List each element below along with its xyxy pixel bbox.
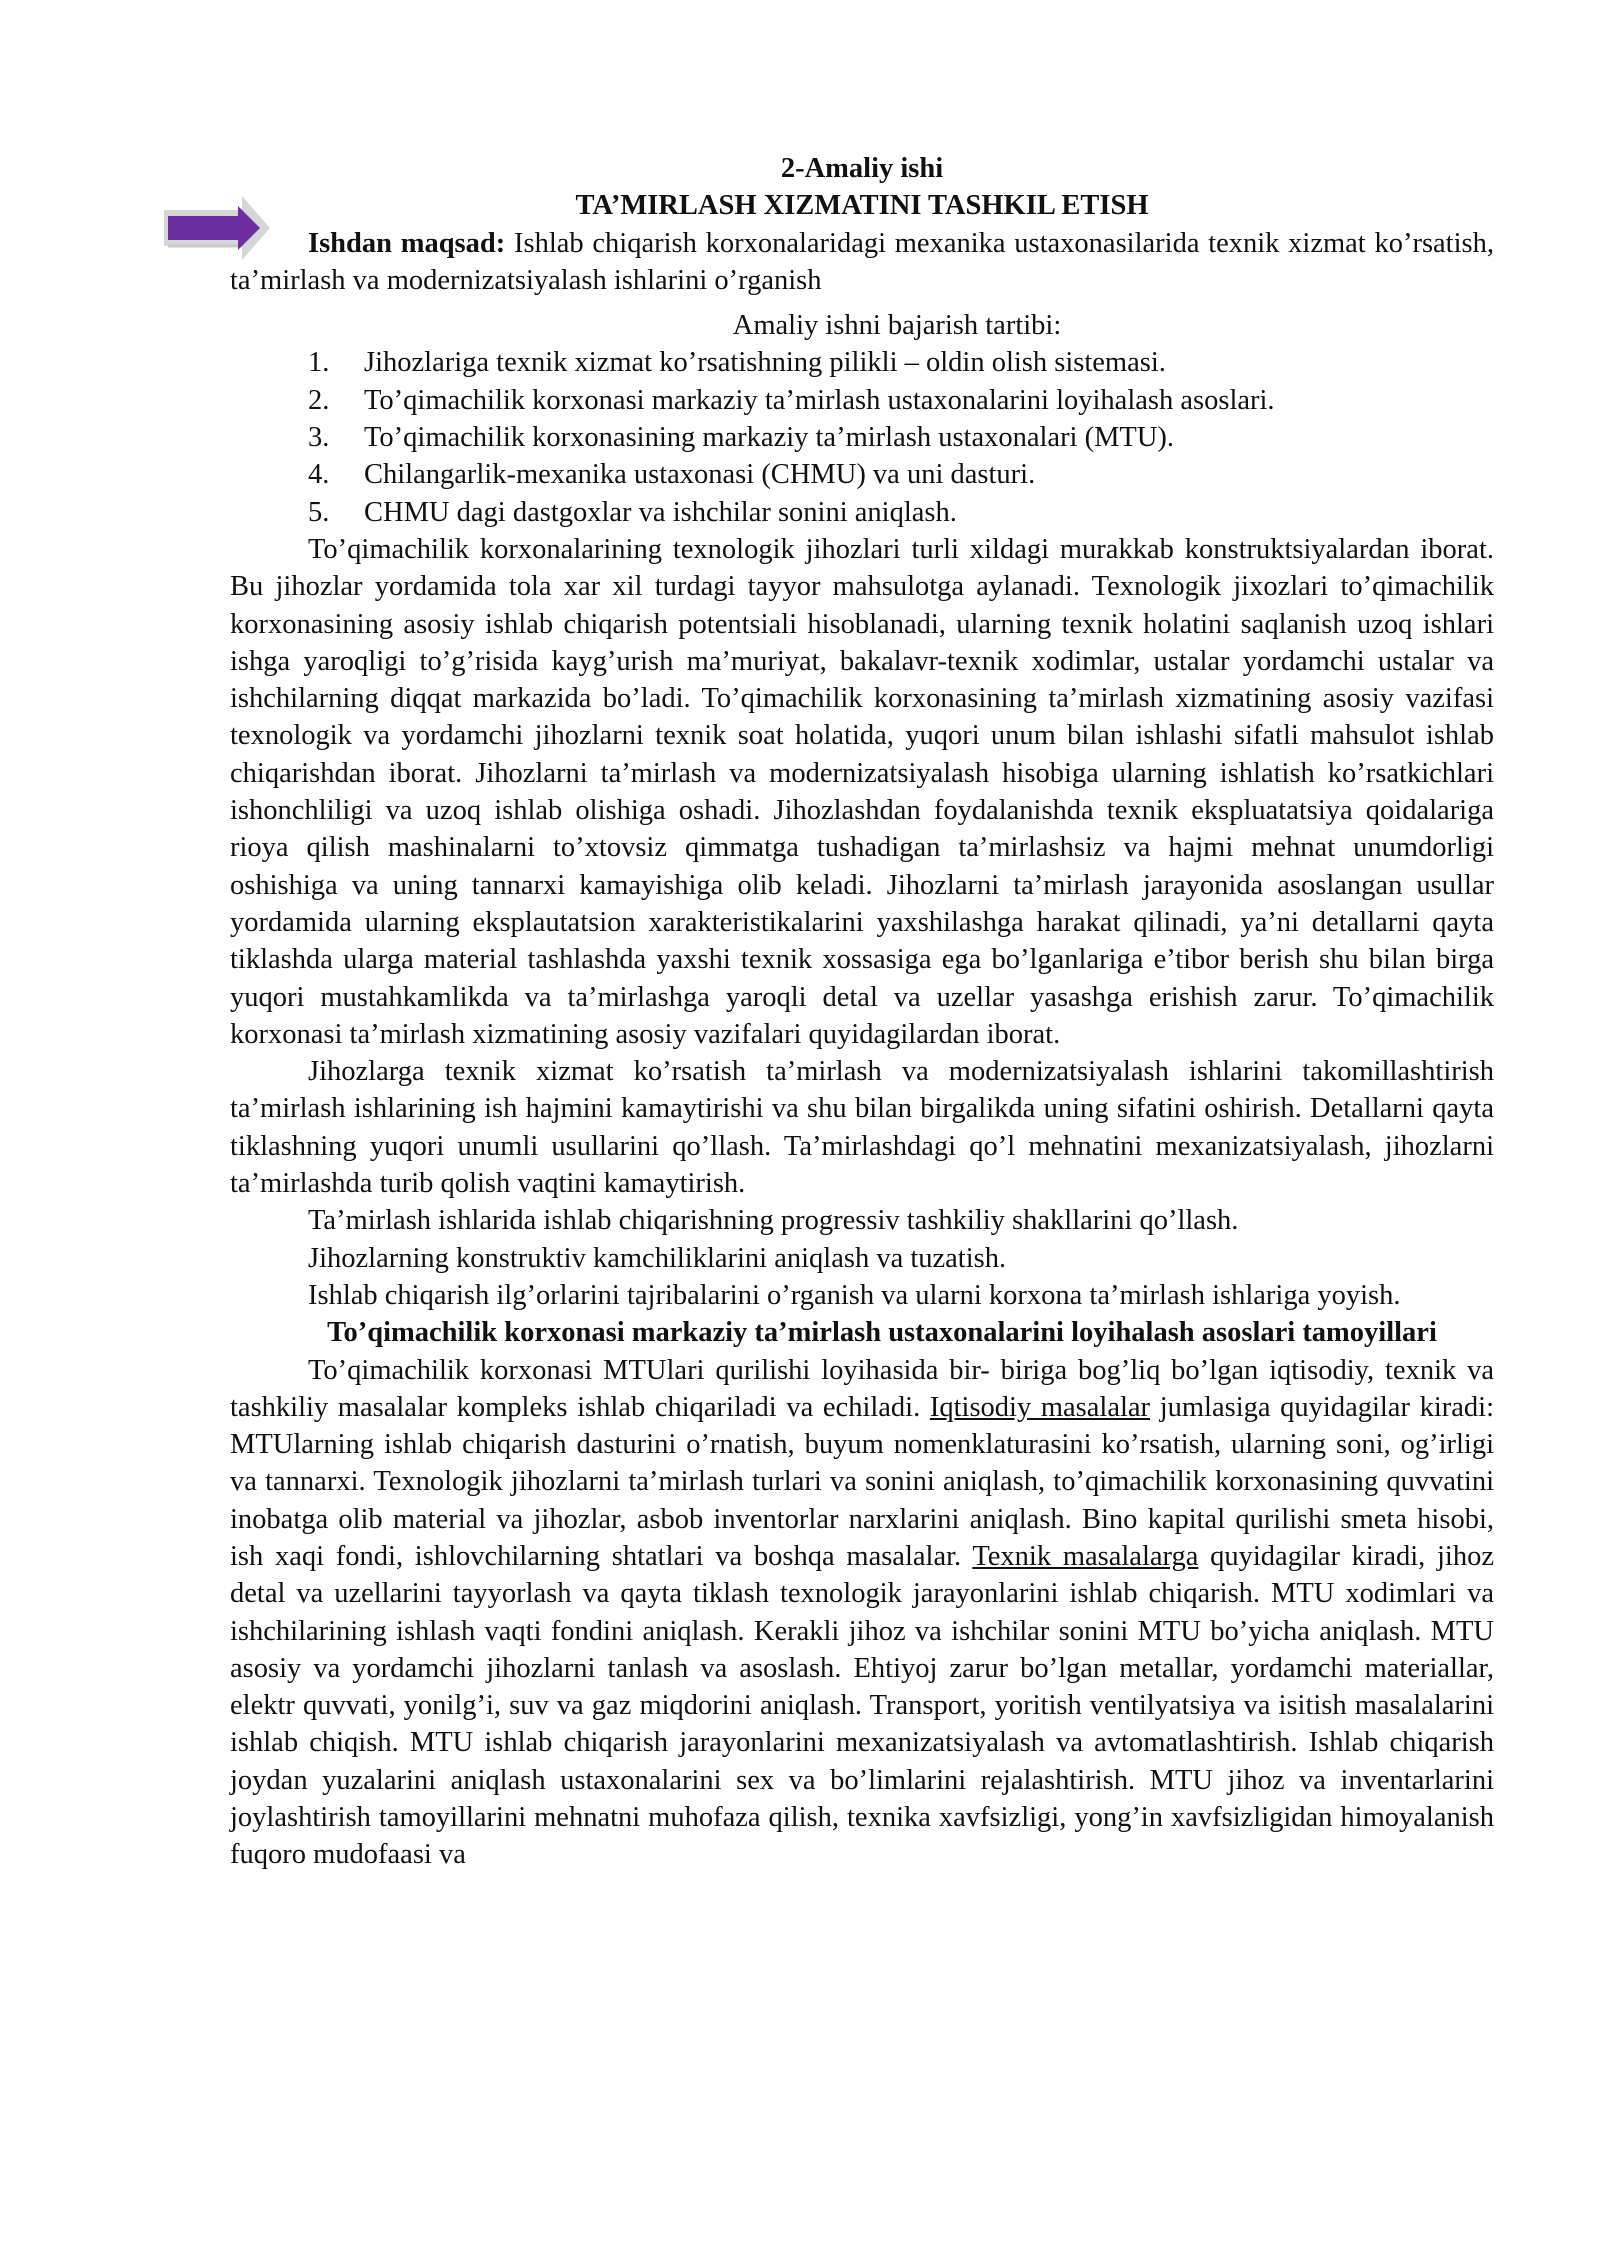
- list-item-number: 2.: [308, 384, 330, 416]
- goal-label: Ishdan maqsad:: [308, 227, 506, 259]
- document-page: [230, 150, 1494, 1874]
- list-item: [230, 494, 1494, 531]
- list-item: [230, 456, 1494, 493]
- list-item-text: CHMU dagi dastgoxlar va ishchilar sonini aniqlash.: [364, 496, 957, 528]
- steps-intro: Amaliy ishni bajarish tartibi:: [732, 310, 1062, 342]
- list-item: [230, 419, 1494, 456]
- list-item: [230, 344, 1494, 381]
- text-run: To’qimachilik korxonasi MTUlari qurilishi loyihasida bir- biriga bog’liq bo’lgan iqtisodiy, texnik va tashkiliy masalalar kompleks ishlab chiqariladi va echiladi.: [230, 1354, 1494, 1423]
- section-heading: To’qimachilik korxonasi markaziy ta’mirlash ustaxonalarini loyihalash asoslari tamoyillari: [327, 1317, 1437, 1349]
- list-item-number: 3.: [308, 422, 330, 454]
- list-item-text: To’qimachilik korxonasi markaziy ta’mirlash ustaxonalarini loyihalash asoslari.: [364, 384, 1275, 416]
- list-item: [230, 382, 1494, 419]
- body-paragraph: Ishlab chiqarish ilg’orlarini tajribalarini o’rganish va ularni korxona ta’mirlash ishlariga yoyish.: [308, 1279, 1401, 1311]
- text-run: quyidagilar kiradi, jihoz detal va uzellarini tayyorlash va qayta tiklash texnologik jarayonlarini ishlab chiqarish. MTU xodimlari va ishchilarining ishlash vaqti fondini aniqlash. Kerakli jihoz va ishchilar sonini MTU bo’yicha aniqlash. MTU asosiy va yordamchi jihozlarni tanlash va asoslash. Ehtiyoj zarur bo’lgan metallar, yordamchi materiallar, elektr quvvati, yonilg’i, suv va gaz miqdorini aniqlash. Transport, yoritish ventilyatsiya va isitish masalalarini ishlab chiqish. MTU ishlab chiqarish jarayonlarini mexanizatsiyalash va avtomatlashtirish. Ishlab chiqarish joydan yuzalarini aniqlash ustaxonalarini sex va bo’limlarini rejalashtirish. MTU jihoz va inventarlarini joylashtirish tamoyillarini mehnatni muhofaza qilish, texnika xavfsizligi, yong’in xavfsizligidan himoyalanish fuqoro mudofaasi va: [230, 1540, 1494, 1871]
- list-item-number: 1.: [308, 347, 330, 379]
- steps-list: [230, 344, 1494, 530]
- list-item-text: Jihozlariga texnik xizmat ko’rsatishning pilikli – oldin olish sistemasi.: [364, 347, 1166, 379]
- goal-paragraph: [230, 225, 1494, 300]
- body-paragraph: Jihozlarga texnik xizmat ko’rsatish ta’mirlash va modernizatsiyalash ishlarini takomillashtirish ta’mirlash ishlarining ish hajmini kamaytirishi va shu bilan birgalikda uning sifatini oshirish. Detallarni qayta tiklashning yuqori unumli usullarini qo’llash. Ta’mirlashdagi qo’l mehnatini mexanizatsiyalash, jihozlarni ta’mirlashda turib qolish vaqtini kamaytirish.: [230, 1056, 1494, 1200]
- underlined-term: Texnik masalalarga: [972, 1540, 1199, 1572]
- text-run: jumlasiga quyidagilar kiradi: MTUlarning ishlab chiqarish dasturini o’rnatish, buyum nomenklaturasini ko’rsatish, ularning soni, og’irligi va tannarxi. Texnologik jihozlarni ta’mirlash turlari va sonini aniqlash, to’qimachilik korxonasining quvvatini inobatga olib material va jihozlar, asbob inventorlar narxlarini aniqlash. Bino kapital qurilishi smeta hisobi, ish xaqi fondi, ishlovchilarning shtatlari va boshqa masalalar.: [230, 1391, 1494, 1572]
- list-item-text: Chilangarlik-mexanika ustaxonasi (CHMU) va uni dasturi.: [364, 459, 1036, 491]
- body-paragraph: Jihozlarning konstruktiv kamchiliklarini aniqlash va tuzatish.: [308, 1242, 1007, 1274]
- list-item-number: 4.: [308, 459, 330, 491]
- goal-text: Ishlab chiqarish korxonalaridagi mexanika ustaxonasilarida texnik xizmat ko’rsatish, ta’mirlash va modernizatsiyalash ishlarini o’rganish: [230, 227, 1494, 296]
- body-paragraph: Ta’mirlash ishlarida ishlab chiqarishning progressiv tashkiliy shakllarini qo’llash.: [308, 1205, 1239, 1237]
- list-item-text: To’qimachilik korxonasining markaziy ta’mirlash ustaxonalari (MTU).: [364, 422, 1175, 454]
- body-paragraph: [230, 1352, 1494, 1874]
- doc-title: TA’MIRLASH XIZMATINI TASHKIL ETISH: [575, 190, 1149, 222]
- body-paragraph: To’qimachilik korxonalarining texnologik jihozlari turli xildagi murakkab konstruktsiyalardan iborat. Bu jihozlar yordamida tola xar xil turdagi tayyor mahsulotga aylanadi. Texnologik jixozlari to’qimachilik korxonasining asosiy ishlab chiqarish potentsiali hisoblanadi, ularning texnik holatini saqlanish uzoq ishlari ishga yaroqligi to’g’risida kayg’urish ma’muriyat, bakalavr-texnik xodimlar, ustalar yordamchi ustalar va ishchilarning diqqat markazida bo’ladi. To’qimachilik korxonasining ta’mirlash xizmatining asosiy vazifasi texnologik va yordamchi jihozlarni texnik soat holatida, yuqori unum bilan ishlashi sifatli mahsulot ishlab chiqarishdan iborat. Jihozlarni ta’mirlash va modernizatsiyalash hisobiga ularning ishlatish ko’rsatkichlari ishonchliligi va uzoq ishlab olishiga oshadi. Jihozlashdan foydalanishda texnik ekspluatatsiya qoidalariga rioya qilish mashinalarni to’xtovsiz qimmatga tushadigan ta’mirlashsiz va hajmi mehnat unumdorligi oshishiga va uning tannarxi kamayishiga olib keladi. Jihozlarni ta’mirlash jarayonida asoslangan usullar yordamida ularning eksplautatsion xarakteristikalarini yaxshilashga harakat qilinadi, ya’ni detallarni qayta tiklashda ularga material tashlashda yaxshi texnik xossasiga ega bo’lganlariga e’tibor berish shu bilan birga yuqori mustahkamlikda va ta’mirlashga yaroqli detal va uzellar yasashga erishish zarur. To’qimachilik korxonasi ta’mirlash xizmatining asosiy vazifalari quyidagilardan iborat.: [230, 533, 1494, 1050]
- list-item-number: 5.: [308, 496, 330, 528]
- doc-number: 2-Amaliy ishi: [780, 153, 944, 184]
- underlined-term: Iqtisodiy masalalar: [929, 1391, 1151, 1423]
